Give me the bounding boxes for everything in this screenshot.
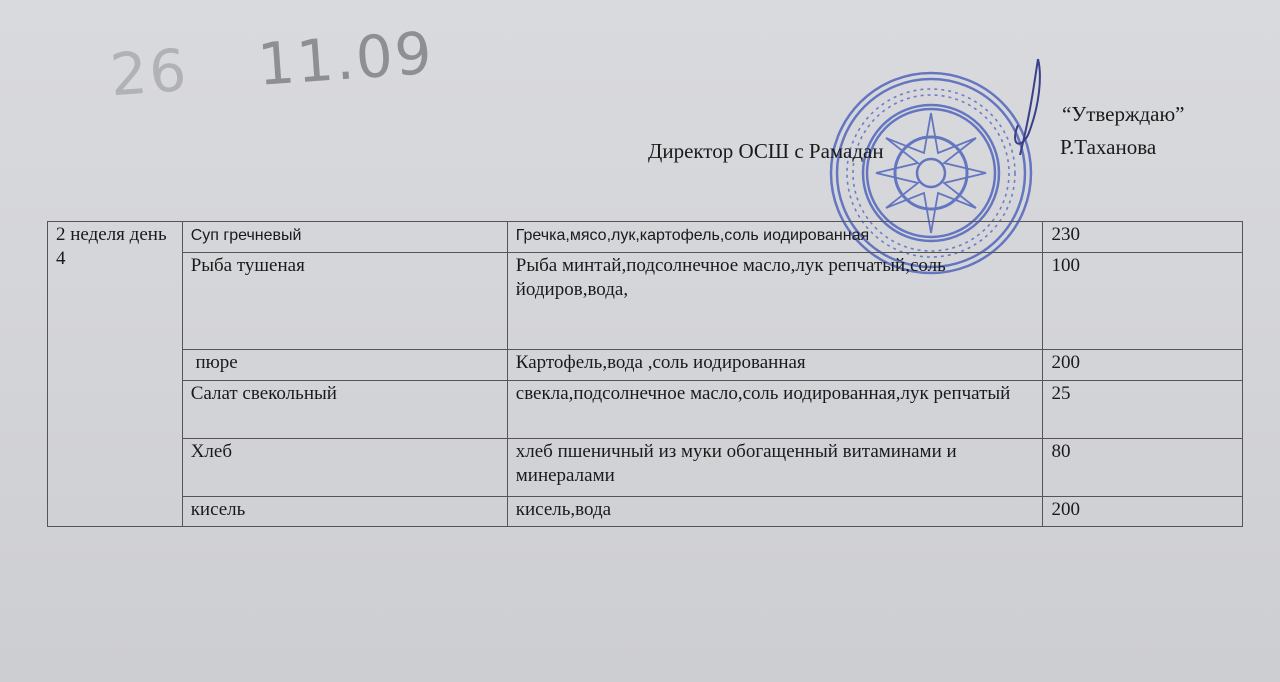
dish-name: Суп гречневый	[182, 222, 507, 253]
table-row	[48, 222, 1243, 253]
dish-ingredients: свекла,подсолнечное масло,соль иодированная,лук репчатый	[507, 381, 1043, 439]
handwritten-date	[108, 19, 436, 109]
handwritten-faded-number: 26	[108, 35, 191, 110]
dish-name: кисель	[182, 497, 507, 527]
dish-name: Хлеб	[182, 439, 507, 497]
dish-amount: 200	[1043, 497, 1243, 527]
dish-name: Рыба тушеная	[182, 253, 507, 350]
approval-heading: “Утверждаю”	[1062, 102, 1185, 126]
table-row	[48, 439, 1243, 497]
signer-name: Р.Таханова	[1060, 135, 1157, 159]
director-title: Директор ОСШ с Рамадан	[648, 139, 884, 163]
signature-icon	[990, 55, 1060, 165]
dish-ingredients: Гречка,мясо,лук,картофель,соль иодированная	[507, 222, 1043, 253]
dish-ingredients: Рыба минтай,подсолнечное масло,лук репчатый,соль йодиров,вода,	[507, 253, 1043, 350]
dish-ingredients: хлеб пшеничный из муки обогащенный витаминами и минералами	[507, 439, 1043, 497]
dish-amount: 200	[1043, 350, 1243, 381]
dish-ingredients: Картофель,вода ,соль иодированная	[507, 350, 1043, 381]
day-label: 2 неделя день 4	[48, 222, 183, 527]
table-row	[48, 253, 1243, 350]
table-row	[48, 350, 1243, 381]
dish-amount: 80	[1043, 439, 1243, 497]
dish-amount: 100	[1043, 253, 1243, 350]
table-row	[48, 497, 1243, 527]
dish-ingredients: кисель,вода	[507, 497, 1043, 527]
table-row	[48, 381, 1243, 439]
menu-table	[47, 221, 1243, 527]
dish-amount: 25	[1043, 381, 1243, 439]
dish-name: пюре	[182, 350, 507, 381]
handwritten-date-value: 11.09	[255, 18, 436, 99]
dish-amount: 230	[1043, 222, 1243, 253]
dish-name: Салат свекольный	[182, 381, 507, 439]
